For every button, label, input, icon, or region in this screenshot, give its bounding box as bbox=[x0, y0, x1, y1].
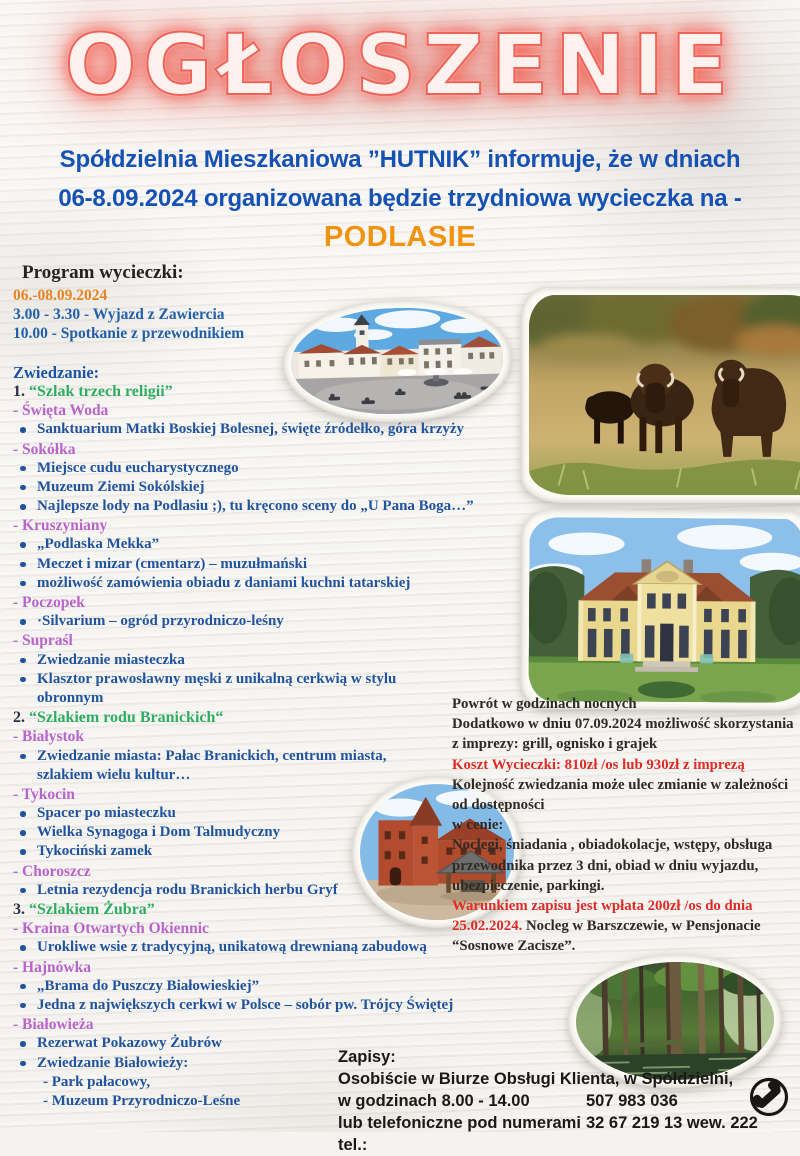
trip-info-line: Noclegi, śniadania , obiadokolacje, wstępy, obsługa bbox=[452, 837, 773, 854]
bison-photo bbox=[521, 287, 800, 503]
program-item-place: - Białowieża bbox=[13, 1016, 94, 1034]
program-header: Program wycieczki: bbox=[22, 262, 184, 283]
program-item-place: - Święta Woda bbox=[13, 402, 109, 420]
program-item-date: 06.-08.09.2024 bbox=[13, 287, 108, 304]
program-item-bullet: Najlepsze lody na Podlasiu ;), tu kręcono sceny do „U Pana Boga…” bbox=[0, 497, 540, 516]
program-item-cont: szlakiem wielu kultur… bbox=[37, 766, 191, 783]
trip-info-section bbox=[452, 694, 800, 956]
intro-text bbox=[0, 140, 800, 218]
trip-info-lines bbox=[452, 694, 800, 956]
program-item-place: - Hajnówka bbox=[13, 958, 91, 976]
program-item-bullet: „Brama do Puszczy Białowieskiej” bbox=[0, 977, 540, 996]
program-item-place: - Supraśl bbox=[13, 632, 73, 650]
signup-header: Zapisy: bbox=[338, 1048, 396, 1066]
trip-info-line: “Sosnowe Zacisze”. bbox=[452, 938, 576, 955]
trip-info-line: z imprezy: grill, ognisko i grajek bbox=[452, 736, 658, 753]
program-item-sub: - Muzeum Przyrodniczo-Leśne bbox=[43, 1092, 241, 1109]
program-item-bullet: Jedna z największych cerkwi w Polsce – sobór pw. Trójcy Świętej bbox=[0, 996, 540, 1015]
program-item-bullet: możliwość zamówienia obiadu z daniami kuchni tatarskiej bbox=[0, 574, 540, 593]
intro-line-1: Spółdzielnia Mieszkaniowa ”HUTNIK” informuje, że w dniach bbox=[59, 146, 741, 173]
poster-title: OGŁOSZENIE bbox=[64, 16, 736, 114]
program-section bbox=[0, 260, 540, 1111]
trip-info-line: Kolejność zwiedzania może ulec zmianie w zależności bbox=[452, 776, 789, 793]
program-item-bullet: Klasztor prawosławny męski z unikalną cerkwią w stylu bbox=[0, 670, 540, 689]
phone-icon bbox=[748, 1076, 790, 1118]
trip-info-line: od dostępności bbox=[452, 796, 545, 813]
signup-line: Osobiście w Biurze Obsługi Klienta, w Spółdzielni, bbox=[338, 1070, 734, 1088]
bison-image bbox=[529, 295, 800, 495]
program-item-bullet: Muzeum Ziemi Sokólskiej bbox=[0, 478, 540, 497]
signup-phone-mobile: 507 983 036 bbox=[586, 1092, 678, 1110]
program-item-place: - Tykocin bbox=[13, 785, 75, 803]
program-item-bullet: Miejsce cudu eucharystycznego bbox=[0, 459, 540, 478]
trip-info-line: w cenie: bbox=[452, 817, 504, 834]
program-item-bullet: Zwiedzanie miasteczka bbox=[0, 651, 540, 670]
program-item-spacer bbox=[0, 344, 540, 363]
trip-info-line bbox=[452, 916, 800, 936]
trip-info-line: Warunkiem zapisu jest wpłata 200zł /os do dnia bbox=[452, 897, 753, 914]
program-item-bullet: Letnia rezydencja rodu Branickich herbu Gryf bbox=[0, 881, 540, 900]
trip-info-line: Koszt Wycieczki: 810zł /os lub 930zł z imprezą bbox=[452, 756, 745, 773]
program-item-bullet: „Podlaska Mekka” bbox=[0, 535, 540, 554]
trip-info-part: 25.02.2024. bbox=[452, 918, 523, 935]
program-item-bullet: Zwiedzanie miasta: Pałac Branickich, centrum miasta, bbox=[0, 747, 540, 766]
intro-line-2: 06-8.09.2024 organizowana będzie trzydniowa wycieczka na - bbox=[58, 185, 742, 212]
signup-row-phone bbox=[338, 1112, 768, 1156]
program-item-bullet: ·Silvarium – ogród przyrodniczo-leśny bbox=[0, 612, 540, 631]
trip-info-line: Powrót w godzinach nocnych bbox=[452, 696, 637, 712]
program-item-place: - Kraina Otwartych Okiennic bbox=[13, 920, 209, 938]
program-item-route: 2. “Szlakiem rodu Branickich“ bbox=[13, 709, 224, 727]
program-item-bullet: Tykociński zamek bbox=[0, 842, 540, 861]
program-item-place: - Kruszyniany bbox=[13, 517, 108, 535]
program-item-bullet: Zwiedzanie Białowieży: bbox=[0, 1054, 540, 1073]
program-item-bullet: Meczet i mizar (cmentarz) – muzułmański bbox=[0, 555, 540, 574]
program-item-bullet: Sanktuarium Matki Boskiej Bolesnej, święte źródełko, góra krzyży bbox=[0, 420, 540, 439]
trip-info-line: przewodnika przez 3 dni, obiad w dniu wyjazdu, bbox=[452, 857, 759, 874]
signup-phone-landline: 32 67 219 13 wew. 222 bbox=[586, 1114, 758, 1132]
program-item-place: - Choroszcz bbox=[13, 862, 91, 880]
program-item-place: - Białystok bbox=[13, 728, 85, 746]
signup-hours: w godzinach 8.00 - 14.00 bbox=[338, 1092, 530, 1110]
trip-info-line: ubezpieczenie, parkingi. bbox=[452, 877, 605, 894]
signup-phone-label: lub telefoniczne pod numerami tel.: bbox=[338, 1114, 581, 1154]
program-item-cont: obronnym bbox=[37, 689, 104, 706]
trip-info-line: Dodatkowo w dniu 07.09.2024 możliwość skorzystania bbox=[452, 716, 794, 733]
program-item-route: 1. “Szlak trzech religii” bbox=[13, 382, 173, 400]
program-item-bullet: Urokliwe wsie z tradycyjną, unikatową drewnianą zabudową bbox=[0, 938, 540, 957]
destination-title: PODLASIE bbox=[323, 221, 477, 253]
program-item-route: 3. “Szlakiem Żubra” bbox=[13, 901, 155, 918]
program-item-bullet: Rezerwat Pokazowy Żubrów bbox=[0, 1034, 540, 1053]
program-item-section: Zwiedzanie: bbox=[13, 362, 100, 382]
program-item-bullet: Wielka Synagoga i Dom Talmudyczny bbox=[0, 823, 540, 842]
program-item-place: - Sokółka bbox=[13, 440, 76, 458]
signup-section bbox=[338, 1046, 768, 1156]
signup-row-hours bbox=[338, 1090, 768, 1112]
palace-photo bbox=[520, 509, 800, 711]
program-item-time: 10.00 - Spotkanie z przewodnikiem bbox=[13, 325, 245, 343]
program-item-time: 3.00 - 3.30 - Wyjazd z Zawiercia bbox=[13, 306, 225, 324]
program-item-sub: - Park pałacowy, bbox=[43, 1073, 151, 1090]
trip-info-part: Nocleg w Barszczewie, w Pensjonacie bbox=[522, 918, 761, 935]
palace-image bbox=[528, 517, 800, 703]
program-item-place: - Poczopek bbox=[13, 594, 85, 611]
program-item-bullet: Spacer po miasteczku bbox=[0, 804, 540, 823]
